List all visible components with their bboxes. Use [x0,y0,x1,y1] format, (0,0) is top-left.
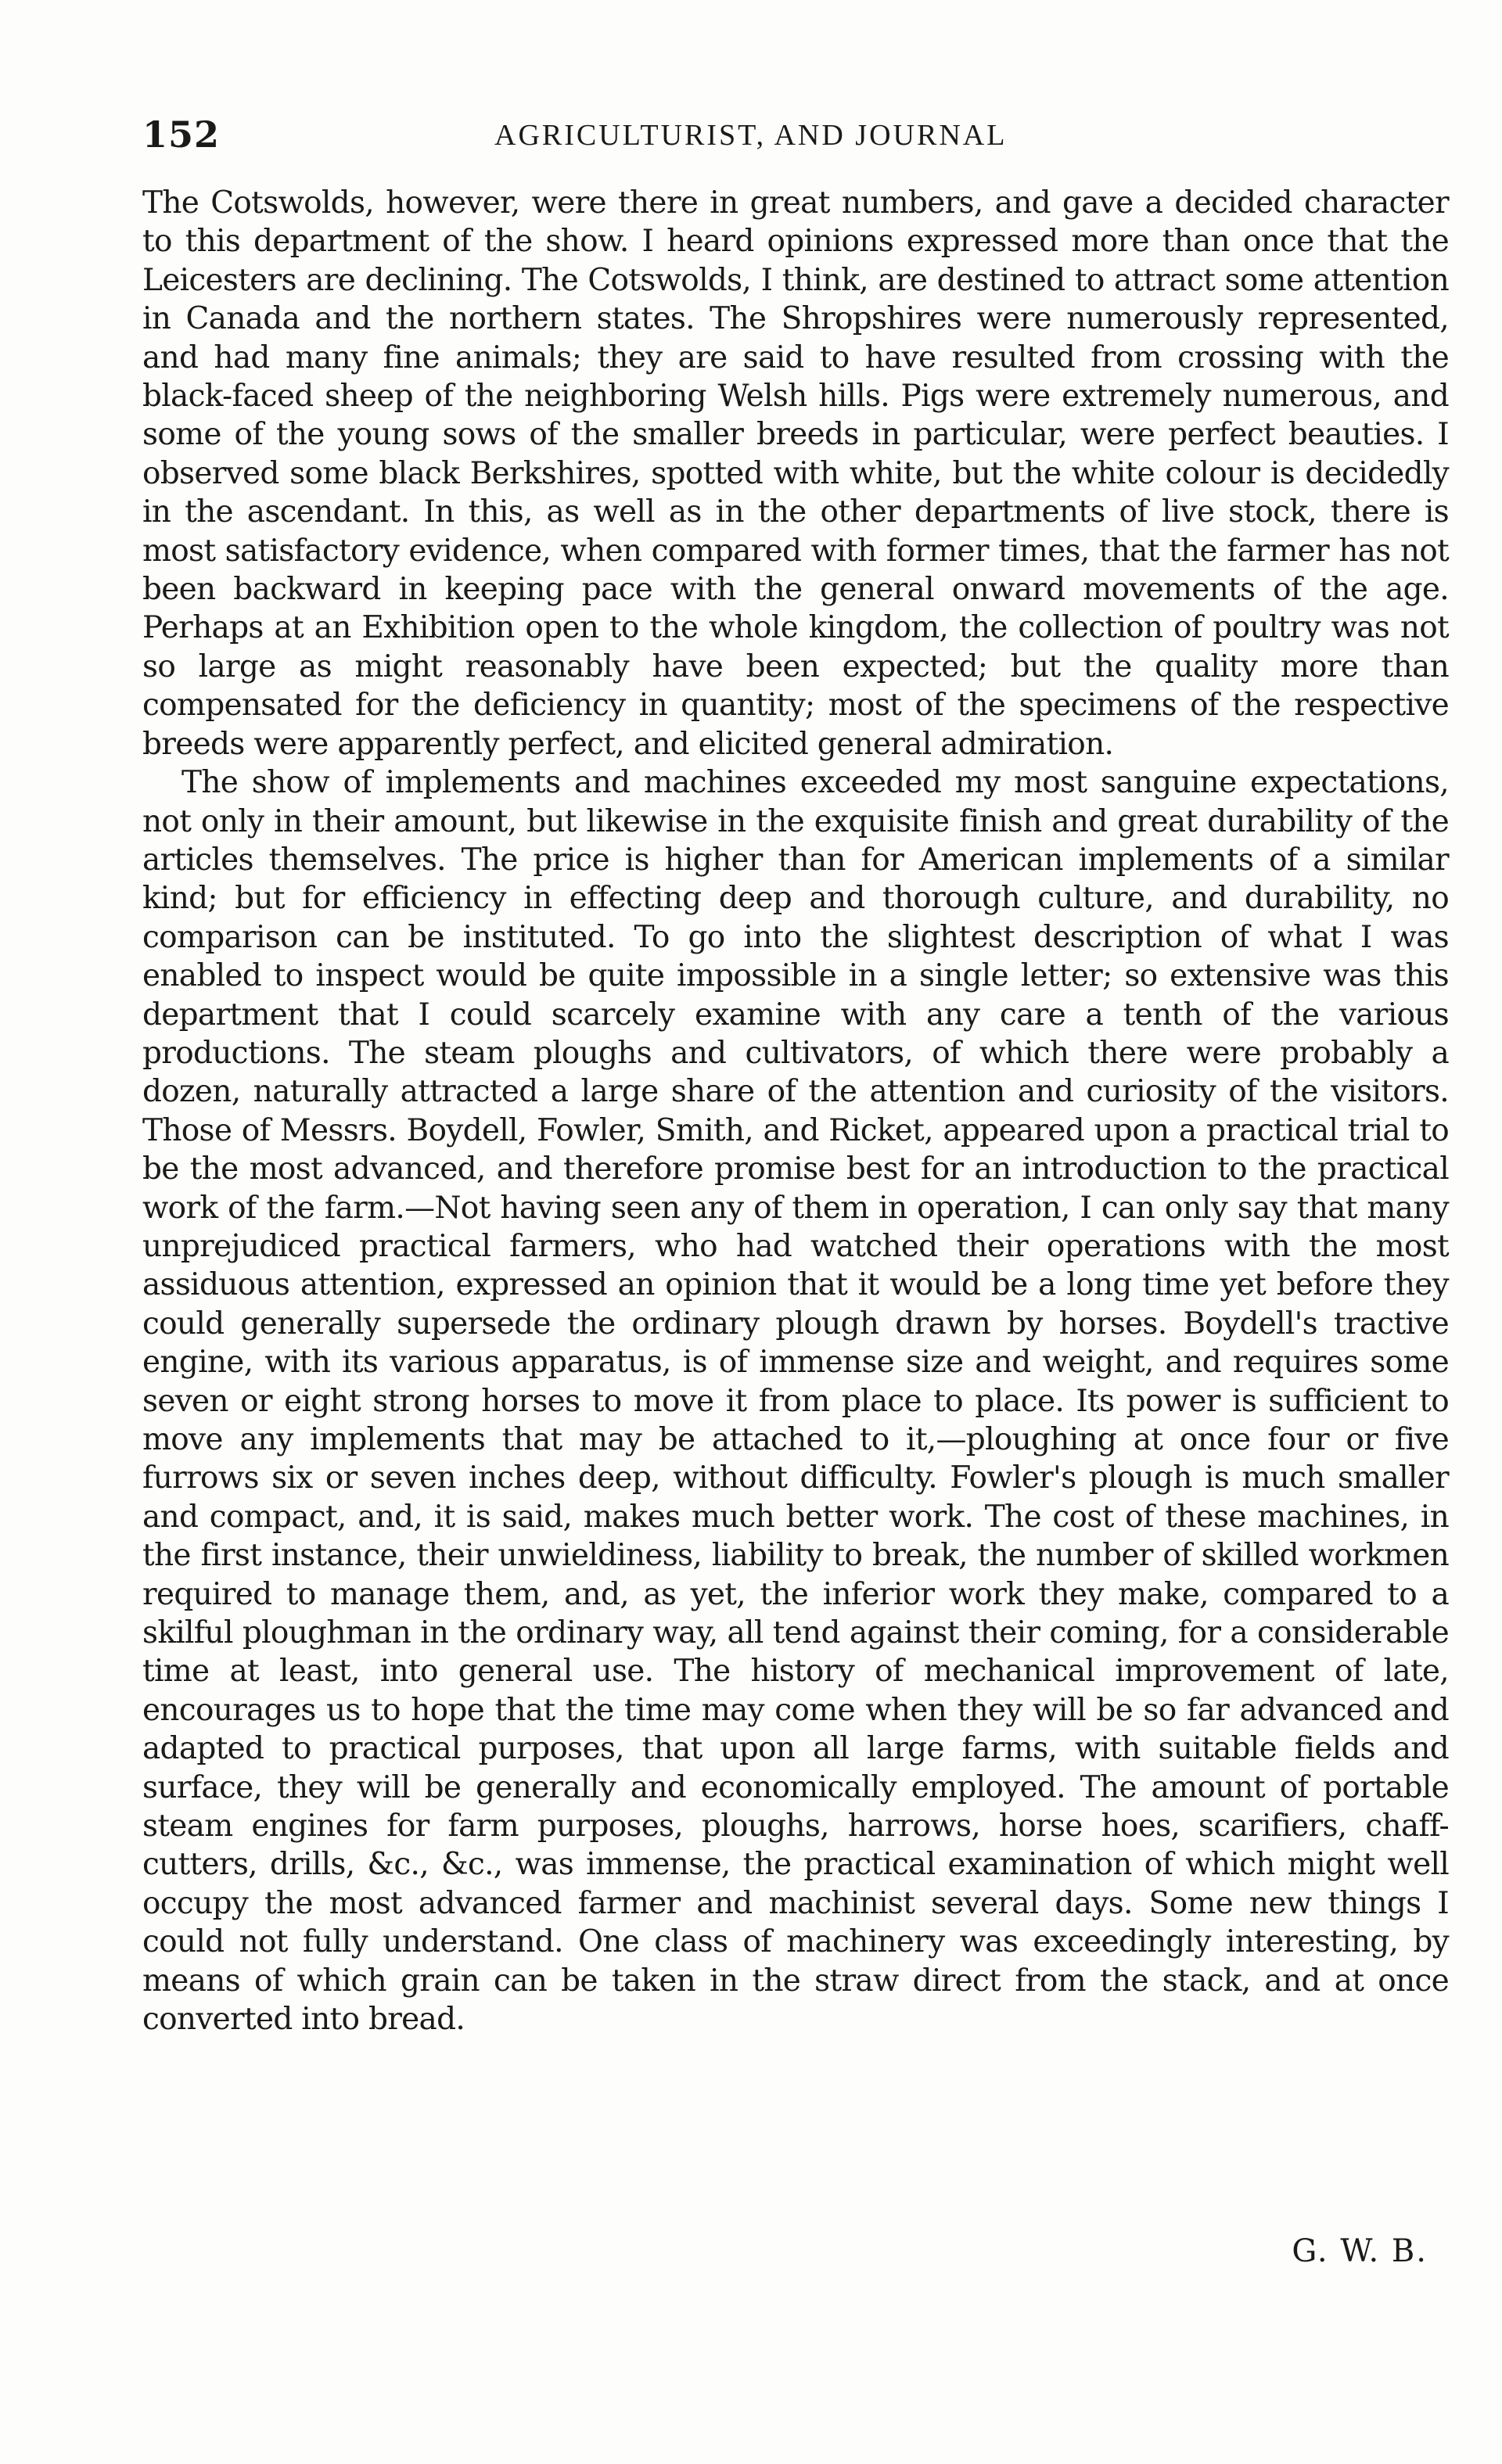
running-head: AGRICULTURIST, AND JOURNAL [494,119,1008,152]
paragraph-livestock: The Cotswolds, however, were there in great numbers, and gave a decided character to this department of the show. I heard opinions expressed more than once that the Leicesters are declining. The Cotswolds, I think, are destined to attract some attention in Canada and the northern states. The Shropshires were numerously represented, and had many fine animals; they are said to have resulted from crossing with the black-faced sheep of the neighboring Welsh hills. Pigs were extremely numerous, and some of the young sows of the smaller breeds in particular, were perfect beauties. I observed some black Berkshires, spotted with white, but the white colour is decidedly in the ascendant. In this, as well as in the other departments of live stock, there is most satisfactory evidence, when compared with former times, that the farmer has not been backward in keeping pace with the general onward movements of the age. Perhaps at an Exhibition open to the whole kingdom, the collection of poultry was not so large as might reasonably have been expected; but the quality more than compensated for the deficiency in quantity; most of the specimens of the respective breeds were apparently perfect, and elicited general admiration. [142,185,1449,762]
author-signature: G. W. B. [1292,2233,1428,2269]
paragraph-implements: The show of implements and machines exceeded my most sanguine expectations, not only in their amount, but likewise in the exquisite finish and great durability of the articles themselves. The price is higher than for American implements of a similar kind; but for efficiency in effecting deep and thorough culture, and durability, no comparison can be instituted. To go into the slightest description of what I was enabled to inspect would be quite impossible in a single letter; so extensive was this department that I could scarcely examine with any care a tenth of the various productions. The steam ploughs and cultivators, of which there were probably a dozen, naturally attracted a large share of the attention and curiosity of the visitors. Those of Messrs. Boydell, Fowler, Smith, and Ricket, appeared upon a practical trial to be the most advanced, and therefore promise best for an introduction to the practical work of the farm.—Not having seen any of them in operation, I can only say that many unprejudiced practical farmers, who had watched their operations with the most assiduous attention, expressed an opinion that it would be a long time yet before they could generally supersede the ordinary plough drawn by horses. Boydell's tractive engine, with its various apparatus, is of immense size and weight, and requires some seven or eight strong horses to move it from place to place. Its power is sufficient to move any implements that may be attached to it,—ploughing at once four or five furrows six or seven inches deep, without difficulty. Fowler's plough is much smaller and compact, and, it is said, makes much better work. The cost of these machines, in the first instance, their unwieldiness, liability to break, the number of skilled workmen required to manage them, and, as yet, the inferior work they make, compared to a skilful ploughman in the ordinary way, all tend against their coming, for a considerable time at least, into general use. The history of mechanical improvement of late, encourages us to hope that the time may come when they will be so far advanced and adapted to practical purposes, that upon all large farms, with suitable fields and surface, they will be generally and economically employed. The amount of portable steam engines for farm purposes, ploughs, harrows, horse hoes, scarifiers, chaff-cutters, drills, &c., &c., was immense, the practical examination of which might well occupy the most advanced farmer and machinist several days. Some new things I could not fully understand. One class of machinery was exceedingly interesting, by means of which grain can be taken in the straw direct from the stack, and at once converted into bread. [142,765,1449,2038]
page-number: 152 [142,113,221,156]
article-body [142,184,1449,2039]
page-header [142,111,1457,174]
